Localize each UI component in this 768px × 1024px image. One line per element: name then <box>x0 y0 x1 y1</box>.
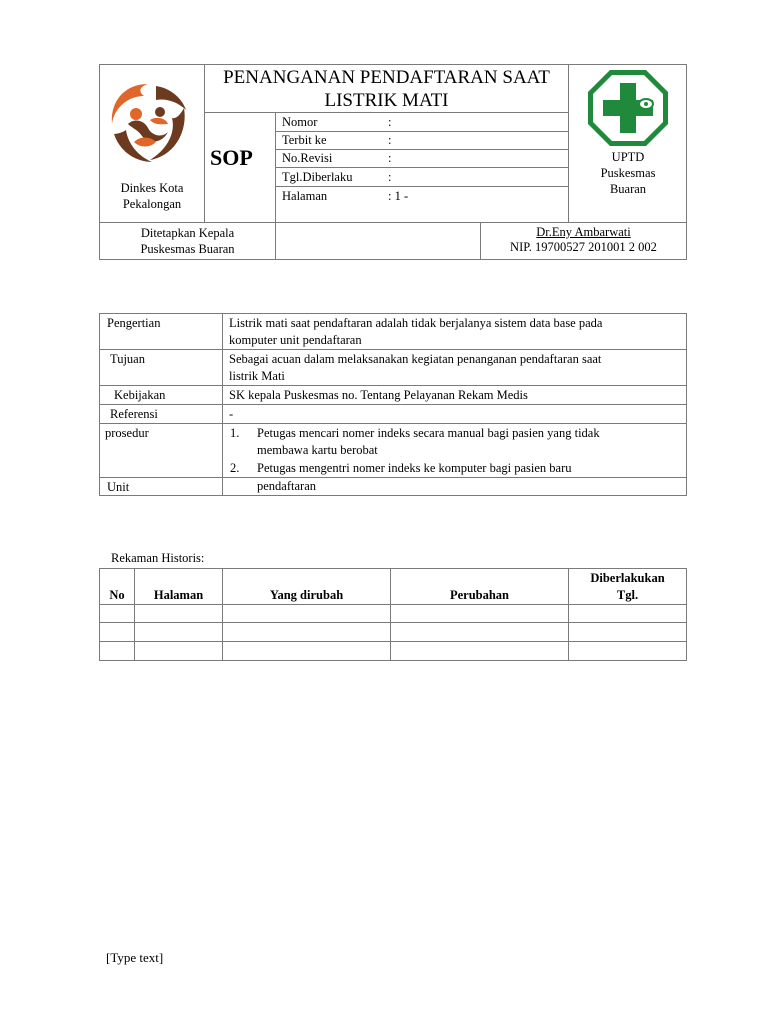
puskesmas-logo <box>586 68 670 148</box>
meta-label: No.Revisi <box>282 151 333 165</box>
meta-label: Nomor <box>282 115 318 129</box>
prosedur-line: membawa kartu berobat <box>257 443 378 457</box>
right-org-line-2: Puskesmas <box>600 166 656 180</box>
tujuan-text-2: listrik Mati <box>229 369 285 383</box>
tujuan-label: Tujuan <box>110 352 145 366</box>
history-col-yang-dirubah: Yang dirubah <box>269 588 344 602</box>
prosedur-line: Petugas mengentri nomer indeks ke komputer bagi pasien baru <box>257 461 572 475</box>
meta-label: Halaman <box>282 189 328 203</box>
signer-nip: NIP. 19700527 201001 2 002 <box>510 240 657 254</box>
prosedur-num: 2. <box>230 461 240 475</box>
left-org-line-1: Dinkes Kota <box>120 181 184 195</box>
referensi-label: Referensi <box>110 407 158 421</box>
left-org-line-2: Pekalongan <box>122 197 182 211</box>
pengertian-label: Pengertian <box>107 316 161 330</box>
meta-value: : <box>388 170 392 184</box>
footer-placeholder: [Type text] <box>106 950 164 965</box>
meta-value: : 1 - <box>388 189 409 203</box>
sop-label: SOP <box>210 145 253 170</box>
meta-label: Terbit ke <box>282 133 327 147</box>
history-col-halaman: Halaman <box>153 588 204 602</box>
meta-value: : <box>388 133 392 147</box>
prosedur-line: Petugas mencari nomer indeks secara manual bagi pasien yang tidak <box>257 426 600 440</box>
tujuan-text-1: Sebagai acuan dalam melaksanakan kegiatan penanganan pendaftaran saat <box>229 352 602 366</box>
ditetapkan-line-1: Ditetapkan Kepala <box>140 226 235 240</box>
kebijakan-label: Kebijakan <box>114 388 166 402</box>
ditetapkan-line-2: Puskesmas Buaran <box>140 242 235 256</box>
right-org-line-3: Buaran <box>609 182 647 196</box>
signer-name: Dr.Eny Ambarwati <box>536 225 631 239</box>
history-title: Rekaman Historis: <box>111 551 205 565</box>
meta-value: : <box>388 151 392 165</box>
document-title: PENANGANAN PENDAFTARAN SAAT LISTRIK MATI <box>223 67 550 111</box>
right-org-line-1: UPTD <box>611 150 645 164</box>
meta-label: Tgl.Diberlaku <box>282 170 353 184</box>
referensi-text: - <box>229 407 234 421</box>
history-col-no: No <box>109 588 125 602</box>
prosedur-num: 1. <box>230 426 240 440</box>
unit-text: pendaftaran <box>257 479 316 493</box>
pengertian-text-1: Listrik mati saat pendaftaran adalah tidak berjalanya sistem data base pada <box>229 316 603 330</box>
history-col-diberlakukan: Diberlakukan <box>590 571 665 585</box>
dinkes-logo <box>104 78 192 166</box>
unit-label: Unit <box>107 480 130 494</box>
meta-value: : <box>388 115 392 129</box>
history-col-tgl: Tgl. <box>616 588 639 602</box>
history-col-perubahan: Perubahan <box>449 588 510 602</box>
prosedur-label: prosedur <box>105 426 149 440</box>
kebijakan-text: SK kepala Puskesmas no. Tentang Pelayanan Rekam Medis <box>229 388 528 402</box>
pengertian-text-2: komputer unit pendaftaran <box>229 333 362 347</box>
